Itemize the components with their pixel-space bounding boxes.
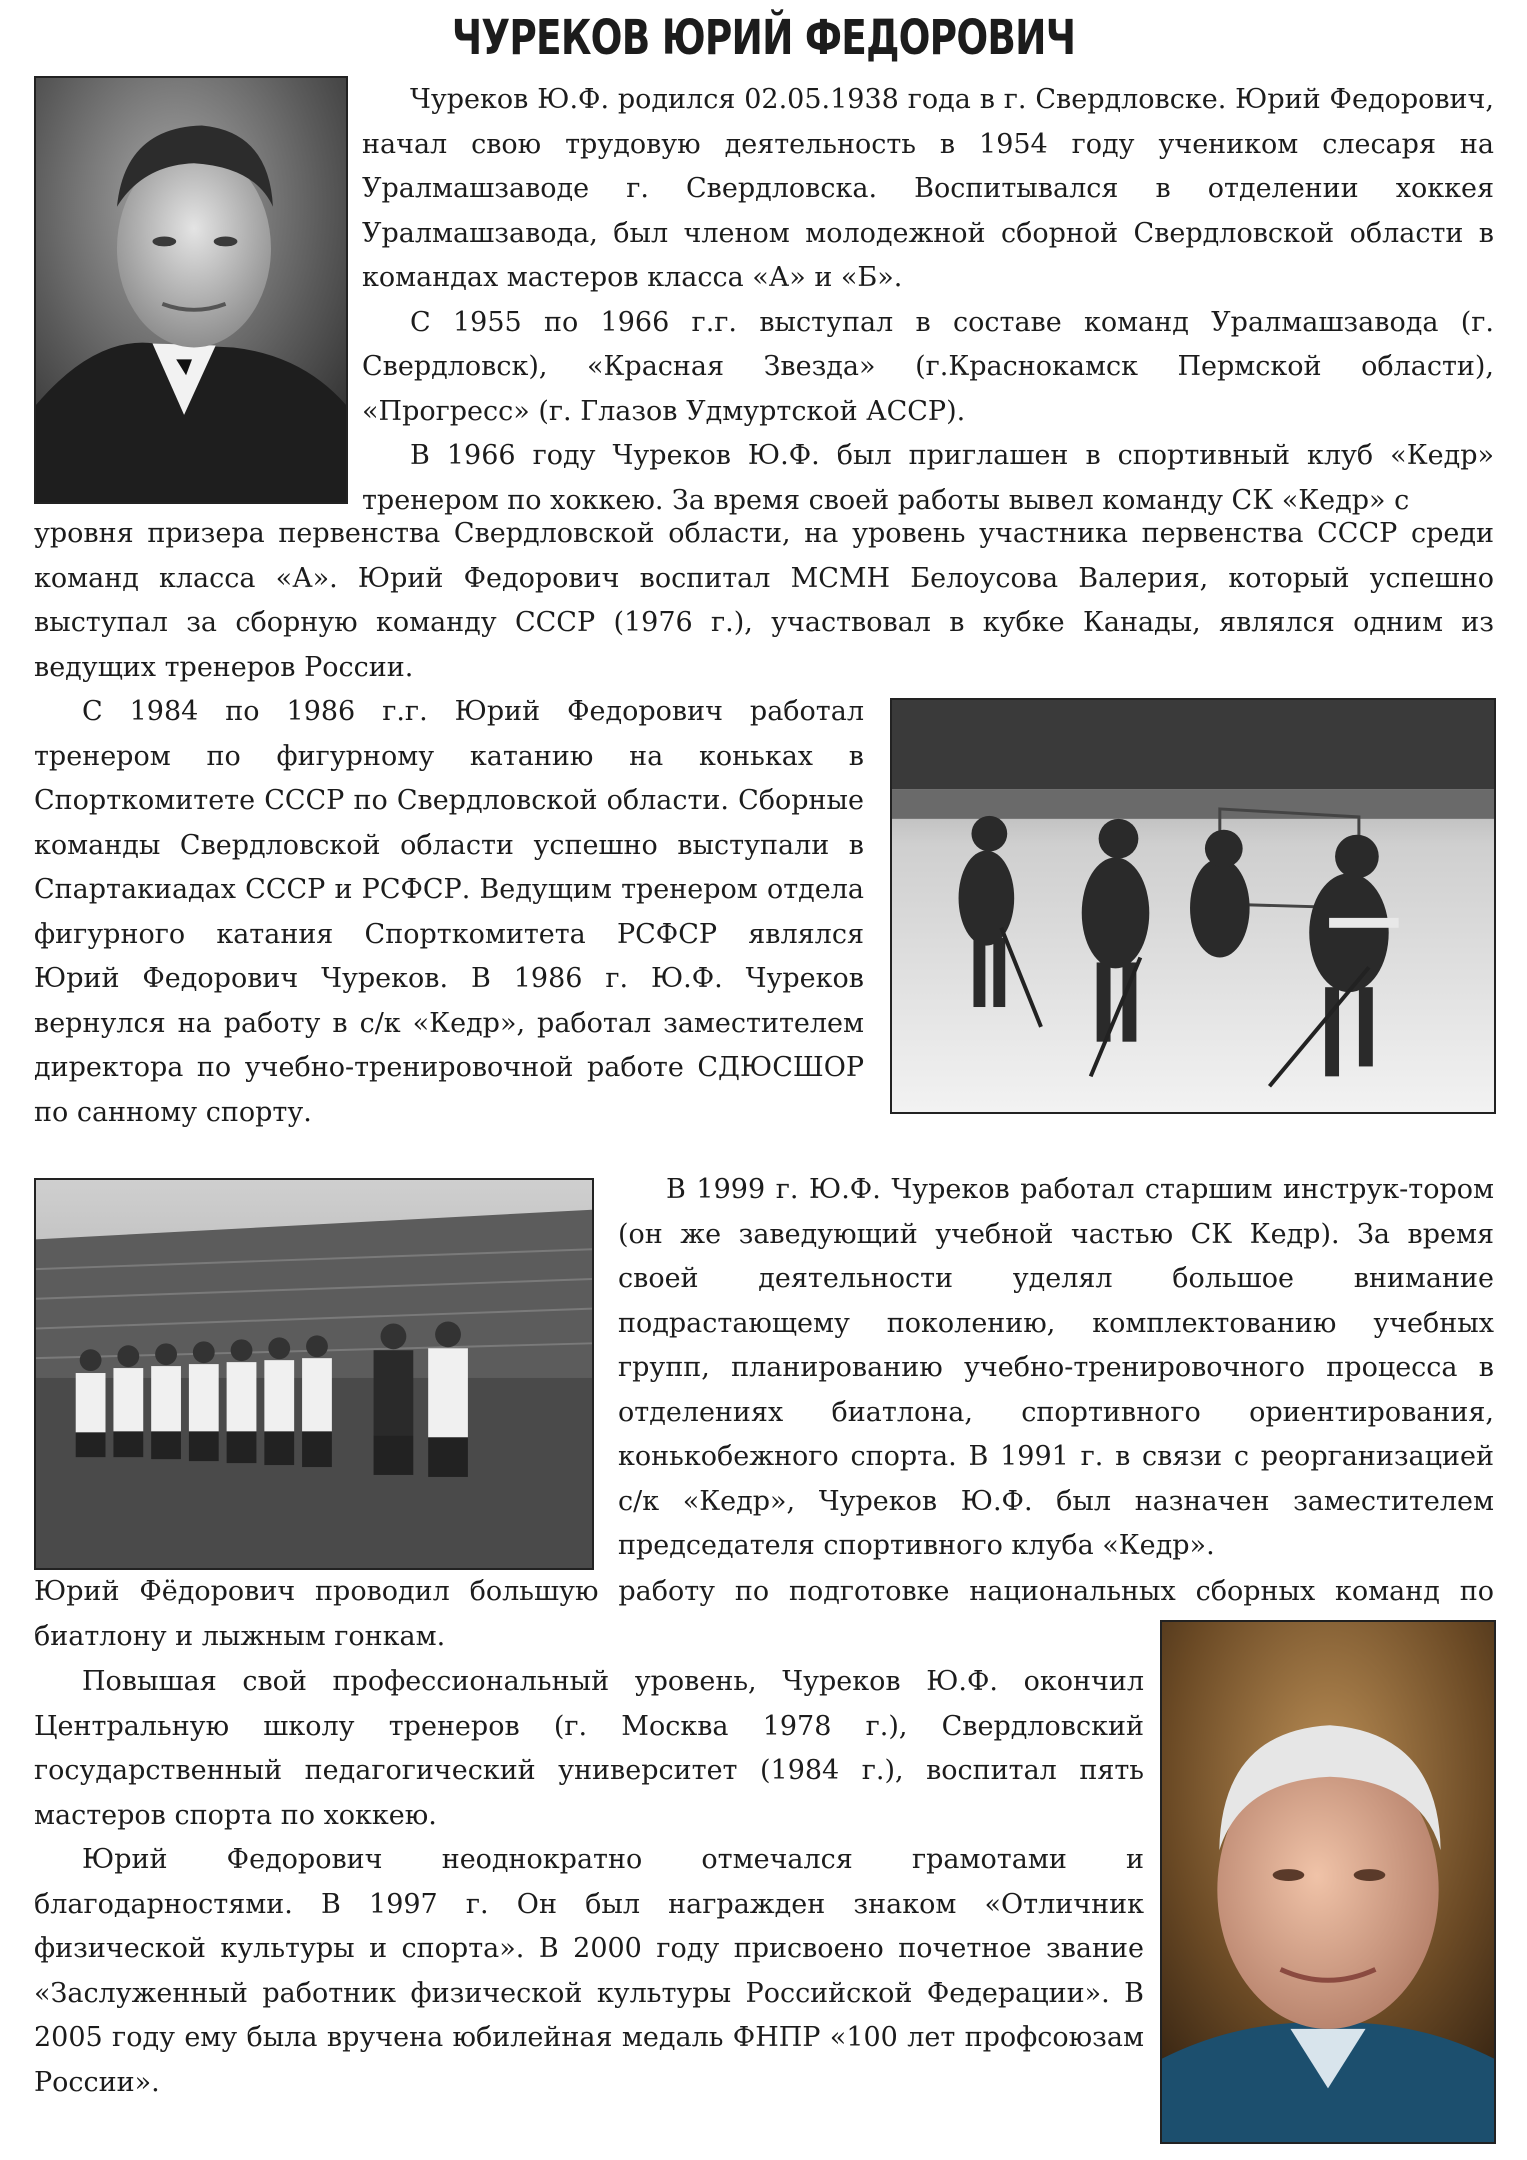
bio-paragraph-figure-skating [34, 690, 864, 1135]
bio-text-national-teams: Юрий Фёдорович проводил большую работу по подготовке национальных сборных команд по биатлону и лыжным гонкам. [34, 1576, 1494, 1652]
bio-text-awards: Юрий Федорович неоднократно отмечался грамотами и благодарностями. В 1997 г. Он был награжден знаком «Отличник физической культуры и спорта». В 2000 году присвоено почетное звание «Заслуженный работник физической культуры Российской Федерации». В 2005 году ему была вручена юбилейная медаль ФНПР «100 лет профсоюзам России». [34, 1844, 1144, 2098]
bio-text-kedr: В 1966 году Чуреков Ю.Ф. был приглашен в спортивный клуб «Кедр» тренером по хоккею. За время своей работы вывел команду СК «Кедр» с [362, 440, 1494, 516]
hockey-game-photo [890, 698, 1496, 1114]
portrait-young-photo [34, 76, 348, 504]
bio-text-figure-skating: С 1984 по 1986 г.г. Юрий Федорович работал тренером по фигурному катанию на коньках в Спорткомитете СССР по Свердловской области. Сборные команды Свердловской области успешно выступали в Спартакиадах СССР и РСФСР. Ведущим тренером отдела фигурного катания Спорткомитета РСФСР являлся Юрий Федорович Чуреков. В 1986 г. Ю.Ф. Чуреков вернулся на работу в с/к «Кедр», работал заместителем директора по учебно-тренировочной работе СДЮСШОР по санному спорту. [34, 696, 864, 1128]
bio-text-birth: Чуреков Ю.Ф. родился 02.05.1938 года в г. Свердловске. Юрий Федорович, начал свою трудовую деятельность в 1954 году учеником слесаря на Уралмашзаводе г. Свердловска. Воспитывался в отделении хоккея Уралмашзавода, был членом молодежной сборной Свердловской области в командах мастеров класса «А» и «Б». [362, 84, 1494, 293]
team-lineup-photo [34, 1178, 594, 1570]
bio-paragraph-kedr-continued [34, 512, 1494, 690]
page-title: ЧУРЕКОВ ЮРИЙ ФЕДОРОВИЧ [451, 10, 1076, 66]
bio-text-kedr-tail: уровня призера первенства Свердловской области, на уровень участника первенства СССР среди команд класса «А». Юрий Федорович воспитал МСМН Белоусова Валерия, который успешно выступал за сборную команду СССР (1976 г.), участвовал в кубке Канады, являлся одним из ведущих тренеров России. [34, 518, 1494, 683]
bio-text-education: Повышая свой профессиональный уровень, Чуреков Ю.Ф. окончил Центральную школу тренеров (г. Москва 1978 г.), Свердловский государственный педагогический университет (1984 г.), воспитал пять мастеров спорта по хоккею. [34, 1666, 1144, 1831]
bio-text-instructor: В 1999 г. Ю.Ф. Чуреков работал старшим инструк-тором (он же заведующий учебной частью СК Кедр). За время своей деятельности уделял большое внимание подрастающему поколению, комплектованию учебных групп, планированию учебно-тренировочного процесса в отделениях биатлона, спортивного ориентирования, конькобежного спорта. В 1991 г. в связи с реорганизацией с/к «Кедр», Чуреков Ю.Ф. был назначен заместителем председателя спортивного клуба «Кедр». [618, 1174, 1494, 1561]
portrait-recent-photo [1160, 1620, 1496, 2144]
bio-paragraph-instructor [618, 1168, 1494, 1569]
bio-paragraph-intro [362, 78, 1494, 523]
bio-text-teams: С 1955 по 1966 г.г. выступал в составе команд Уралмашзавода (г. Свердловск), «Красная Звезда» (г.Краснокамск Пермской области), «Прогресс» (г. Глазов Удмуртской АССР). [362, 306, 1494, 427]
bio-paragraph-education [34, 1660, 1144, 1838]
bio-paragraph-awards [34, 1838, 1144, 2105]
